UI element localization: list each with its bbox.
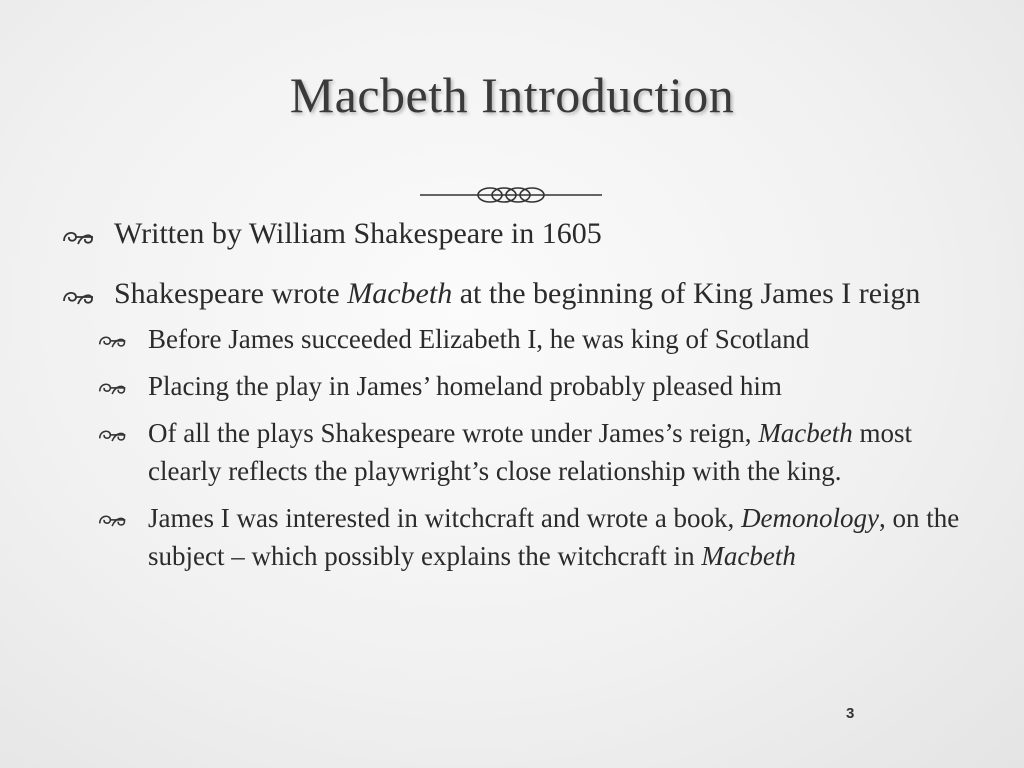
sub-bullet-item xyxy=(98,367,962,405)
bullet-text: most clearly reflects the playwright’s close relationship with the king. xyxy=(148,418,913,486)
italic-title-text: Macbeth xyxy=(347,277,453,310)
bullet-text: , on the subject – which possibly explains the witchcraft in xyxy=(148,503,960,571)
italic-title-text: Demonology xyxy=(741,503,880,533)
bullet-text: Placing the play in James’ homeland probably pleased him xyxy=(148,371,782,401)
bullet-list xyxy=(62,214,962,584)
bullet-text: at the beginning of King James I reign xyxy=(452,277,921,310)
scroll-flourish-icon xyxy=(62,214,96,258)
bullet-text: Written by William Shakespeare in 1605 xyxy=(114,217,602,250)
sub-bullet-item xyxy=(98,414,962,490)
bullet-text: Before James succeeded Elizabeth I, he was king of Scotland xyxy=(148,324,810,354)
scroll-flourish-icon xyxy=(62,274,96,318)
page-number: 3 xyxy=(846,705,855,722)
scroll-flourish-icon xyxy=(98,499,128,539)
slide-title: Macbeth Introduction xyxy=(289,67,735,123)
bullet-text: Of all the plays Shakespeare wrote under James’s reign, xyxy=(148,418,759,448)
scroll-flourish-icon xyxy=(98,320,128,360)
sub-bullet-item xyxy=(98,320,962,358)
scroll-flourish-icon xyxy=(98,414,128,454)
bullet-text: Shakespeare wrote xyxy=(114,277,348,310)
italic-title-text: Macbeth xyxy=(701,541,796,571)
bullet-item xyxy=(62,274,962,314)
sub-bullet-item xyxy=(98,499,962,575)
bullet-item xyxy=(62,214,962,254)
italic-title-text: Macbeth xyxy=(758,418,853,448)
bullet-text: James I was interested in witchcraft and wrote a book, xyxy=(148,503,742,533)
scroll-flourish-icon xyxy=(98,367,128,407)
ornamental-divider-icon xyxy=(420,180,602,210)
